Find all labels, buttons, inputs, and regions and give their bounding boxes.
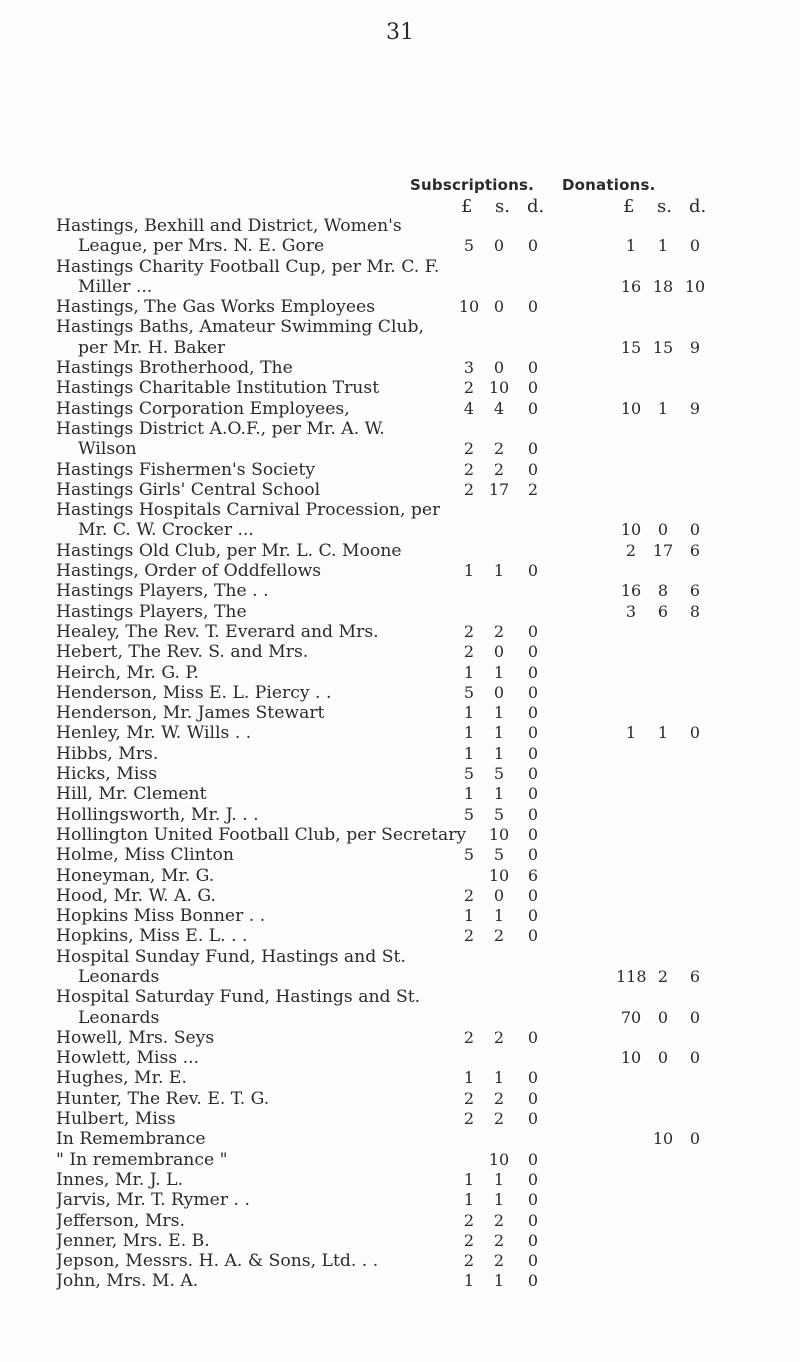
list-item <box>56 1190 786 1210</box>
subscriber-name: League, per Mrs. N. E. Gore <box>78 236 325 257</box>
subscriber-name: Wilson <box>78 439 137 460</box>
subscription-pounds: 1 <box>463 743 475 763</box>
subscription-pence: 0 <box>527 784 539 804</box>
donation-pence: 9 <box>689 398 701 418</box>
donation-shillings: 15 <box>652 337 674 357</box>
donation-pounds: 10 <box>620 520 642 540</box>
subscription-shillings: 2 <box>493 1109 505 1129</box>
subscription-pence: 0 <box>527 906 539 926</box>
subscription-pence: 0 <box>527 682 539 702</box>
subscription-shillings: 2 <box>493 439 505 459</box>
list-item <box>56 987 786 1007</box>
subscription-shillings: 1 <box>493 723 505 743</box>
list-item <box>56 1109 786 1129</box>
subscription-shillings: 1 <box>493 1271 505 1291</box>
subscription-shillings: 2 <box>493 1230 505 1250</box>
subscriber-name: Hastings Girls' Central School <box>56 479 321 500</box>
subscriber-name: Hood, Mr. W. A. G. <box>56 885 216 906</box>
donation-pence: 0 <box>689 1007 701 1027</box>
subscription-pounds: 2 <box>463 479 475 499</box>
donation-pence: 8 <box>689 601 701 621</box>
subscription-pounds: 1 <box>463 662 475 682</box>
subscription-pence: 0 <box>527 764 539 784</box>
subscription-pence: 0 <box>527 561 539 581</box>
list-item <box>56 358 786 378</box>
subscriber-name: Hastings Charity Football Cup, per Mr. C. F. <box>56 256 440 277</box>
subscription-pence: 0 <box>527 885 539 905</box>
pound-unit: £ <box>461 196 473 217</box>
subscription-pounds: 10 <box>458 297 480 317</box>
donation-shillings: 1 <box>657 398 669 418</box>
list-item <box>56 886 786 906</box>
subscription-pence: 0 <box>527 662 539 682</box>
subscription-shillings: 2 <box>493 926 505 946</box>
subscription-shillings: 2 <box>493 1027 505 1047</box>
subscriber-name: Healey, The Rev. T. Everard and Mrs. <box>56 621 379 642</box>
donation-shillings: 6 <box>657 601 669 621</box>
subscription-pounds: 2 <box>463 1251 475 1271</box>
donation-pence: 6 <box>689 540 701 560</box>
list-item <box>56 1089 786 1109</box>
subscription-pence: 0 <box>527 1027 539 1047</box>
subscription-shillings: 10 <box>488 865 510 885</box>
list-item <box>56 317 786 337</box>
donation-pounds: 1 <box>625 236 637 256</box>
subscriber-name: Hibbs, Mrs. <box>56 743 159 764</box>
donation-pence: 0 <box>689 520 701 540</box>
list-item <box>56 1251 786 1271</box>
subscription-pence: 0 <box>527 236 539 256</box>
list-item <box>56 622 786 642</box>
list-item <box>56 236 786 256</box>
donation-pounds: 70 <box>620 1007 642 1027</box>
subscription-shillings: 1 <box>493 1169 505 1189</box>
list-item <box>56 277 786 297</box>
list-item <box>56 399 786 419</box>
list-item <box>56 257 786 277</box>
donation-pence: 0 <box>689 1048 701 1068</box>
subscription-pounds: 1 <box>463 561 475 581</box>
subscription-pence: 0 <box>527 824 539 844</box>
donation-shillings: 2 <box>657 966 669 986</box>
subscription-shillings: 1 <box>493 1190 505 1210</box>
subscription-pence: 0 <box>527 1169 539 1189</box>
subscriber-name: Mr. C. W. Crocker ... <box>78 520 254 541</box>
subscription-pounds: 1 <box>463 906 475 926</box>
subscription-shillings: 0 <box>493 236 505 256</box>
subscriber-name: Heirch, Mr. G. P. <box>56 662 199 683</box>
subscription-pounds: 2 <box>463 621 475 641</box>
list-item <box>56 947 786 967</box>
subscriber-name: Jefferson, Mrs. <box>56 1210 185 1231</box>
list-item <box>56 1231 786 1251</box>
subscriber-name: Jenner, Mrs. E. B. <box>56 1230 210 1251</box>
subscriber-name: Henderson, Miss E. L. Piercy . . <box>56 682 332 703</box>
subscription-pence: 0 <box>527 358 539 378</box>
subscription-pence: 0 <box>527 926 539 946</box>
subscription-pounds: 1 <box>463 1190 475 1210</box>
subscription-pounds: 1 <box>463 1068 475 1088</box>
subscription-shillings: 10 <box>488 378 510 398</box>
subscriber-name: Howlett, Miss ... <box>56 1048 200 1069</box>
list-item <box>56 520 786 540</box>
list-item <box>56 338 786 358</box>
donations-header: Donations. <box>562 176 656 194</box>
subscriptions-header: Subscriptions. <box>410 176 535 194</box>
shilling-unit: s. <box>657 196 672 217</box>
list-item <box>56 703 786 723</box>
subscription-pence: 0 <box>527 439 539 459</box>
subscriber-name: Hastings, Order of Oddfellows <box>56 561 322 582</box>
subscription-shillings: 1 <box>493 703 505 723</box>
subscriber-name: Henley, Mr. W. Wills . . <box>56 723 252 744</box>
list-item <box>56 561 786 581</box>
subscriber-name: Hastings Old Club, per Mr. L. C. Moone <box>56 540 402 561</box>
list-item <box>56 439 786 459</box>
donation-shillings: 8 <box>657 581 669 601</box>
subscription-pence: 0 <box>527 845 539 865</box>
subscriber-name: Hollingsworth, Mr. J. . . <box>56 804 259 825</box>
subscription-shillings: 0 <box>493 885 505 905</box>
subscription-pence: 0 <box>527 804 539 824</box>
subscriber-name: Hastings, Bexhill and District, Women's <box>56 216 402 236</box>
subscription-shillings: 0 <box>493 297 505 317</box>
donation-pounds: 2 <box>625 540 637 560</box>
donation-shillings: 17 <box>652 540 674 560</box>
list-item <box>56 866 786 886</box>
subscription-pounds: 2 <box>463 459 475 479</box>
subscription-pence: 0 <box>527 398 539 418</box>
subscription-shillings: 5 <box>493 845 505 865</box>
list-item <box>56 744 786 764</box>
subscription-pence: 0 <box>527 723 539 743</box>
donation-shillings: 0 <box>657 520 669 540</box>
list-item <box>56 967 786 987</box>
subscriber-name: Henderson, Mr. James Stewart <box>56 703 325 724</box>
list-item <box>56 764 786 784</box>
donation-pence: 10 <box>684 276 706 296</box>
subscription-pounds: 5 <box>463 845 475 865</box>
subscription-shillings: 1 <box>493 662 505 682</box>
subscriber-name: Innes, Mr. J. L. <box>56 1169 184 1190</box>
subscription-shillings: 2 <box>493 621 505 641</box>
list-item <box>56 460 786 480</box>
subscription-pence: 0 <box>527 297 539 317</box>
subscriber-name: Howell, Mrs. Seys <box>56 1027 215 1048</box>
subscriber-name: Hill, Mr. Clement <box>56 784 207 805</box>
list-item <box>56 926 786 946</box>
donation-pounds: 1 <box>625 723 637 743</box>
page-number: 31 <box>386 20 414 45</box>
subscription-pounds: 5 <box>463 804 475 824</box>
donation-pence: 6 <box>689 581 701 601</box>
donation-pounds: 16 <box>620 581 642 601</box>
subscriber-name: Hastings Corporation Employees, <box>56 398 350 419</box>
subscription-shillings: 2 <box>493 459 505 479</box>
list-item <box>56 297 786 317</box>
subscription-shillings: 1 <box>493 906 505 926</box>
subscriber-name: Hughes, Mr. E. <box>56 1068 187 1089</box>
list-item <box>56 683 786 703</box>
subscriber-name: Miller ... <box>78 276 153 297</box>
donation-shillings: 1 <box>657 236 669 256</box>
list-item <box>56 805 786 825</box>
subscriber-name: John, Mrs. M. A. <box>56 1271 199 1292</box>
subscription-pounds: 1 <box>463 1169 475 1189</box>
donation-pounds: 10 <box>620 398 642 418</box>
subscription-pence: 0 <box>527 1251 539 1271</box>
list-item <box>56 1008 786 1028</box>
subscriber-name: Hastings District A.O.F., per Mr. A. W. <box>56 418 385 439</box>
subscriber-name: Leonards <box>78 1007 160 1028</box>
subscription-shillings: 0 <box>493 642 505 662</box>
subscription-shillings: 0 <box>493 682 505 702</box>
subscription-shillings: 1 <box>493 743 505 763</box>
subscription-pence: 0 <box>527 1088 539 1108</box>
subscription-pence: 0 <box>527 621 539 641</box>
shilling-unit: s. <box>495 196 510 217</box>
subscription-pounds: 1 <box>463 723 475 743</box>
subscription-shillings: 0 <box>493 358 505 378</box>
list-item <box>56 1048 786 1068</box>
subscriber-name: Hastings, The Gas Works Employees <box>56 297 376 318</box>
subscription-pence: 0 <box>527 1230 539 1250</box>
list-item <box>56 1271 786 1291</box>
subscription-shillings: 1 <box>493 561 505 581</box>
subscription-pounds: 2 <box>463 439 475 459</box>
subscriber-name: Hastings Hospitals Carnival Procession, per <box>56 500 441 521</box>
subscriber-name: Hastings Charitable Institution Trust <box>56 378 380 399</box>
subscription-pounds: 1 <box>463 703 475 723</box>
donation-pence: 0 <box>689 236 701 256</box>
subscription-shillings: 2 <box>493 1210 505 1230</box>
list-item <box>56 723 786 743</box>
subscription-pounds: 2 <box>463 378 475 398</box>
list-item <box>56 845 786 865</box>
subscription-pounds: 2 <box>463 1210 475 1230</box>
subscription-pence: 6 <box>527 865 539 885</box>
subscription-pence: 0 <box>527 378 539 398</box>
list-item <box>56 784 786 804</box>
subscriber-name: Hospital Sunday Fund, Hastings and St. <box>56 946 406 967</box>
subscriber-name: Hopkins, Miss E. L. . . <box>56 926 248 947</box>
subscription-pounds: 2 <box>463 1027 475 1047</box>
donation-pounds: 10 <box>620 1048 642 1068</box>
list-item <box>56 1129 786 1149</box>
subscription-pounds: 1 <box>463 1271 475 1291</box>
list-item <box>56 602 786 622</box>
pence-unit: d. <box>689 196 707 217</box>
donation-pounds: 118 <box>616 966 647 986</box>
donation-pence: 0 <box>689 1129 701 1149</box>
subscription-pence: 0 <box>527 1068 539 1088</box>
subscriber-name: Hastings Fishermen's Society <box>56 459 316 480</box>
subscriber-name: Hunter, The Rev. E. T. G. <box>56 1088 270 1109</box>
subscription-pence: 0 <box>527 459 539 479</box>
list-item <box>56 906 786 926</box>
subscription-pence: 0 <box>527 1149 539 1169</box>
subscriber-name: Hopkins Miss Bonner . . <box>56 906 266 927</box>
list-item <box>56 825 786 845</box>
list-item <box>56 1028 786 1048</box>
subscription-pounds: 1 <box>463 784 475 804</box>
donation-shillings: 10 <box>652 1129 674 1149</box>
subscriber-name: Hebert, The Rev. S. and Mrs. <box>56 642 309 663</box>
subscription-pence: 0 <box>527 1210 539 1230</box>
subscriber-name: " In remembrance " <box>56 1149 228 1170</box>
subscriber-name: Honeyman, Mr. G. <box>56 865 215 886</box>
pound-unit: £ <box>623 196 635 217</box>
subscription-list <box>56 216 786 1292</box>
subscriber-name: per Mr. H. Baker <box>78 337 226 358</box>
list-item <box>56 1211 786 1231</box>
list-item <box>56 480 786 500</box>
subscription-shillings: 10 <box>488 824 510 844</box>
list-item <box>56 663 786 683</box>
subscription-shillings: 5 <box>493 764 505 784</box>
subscription-shillings: 17 <box>488 479 510 499</box>
list-item <box>56 581 786 601</box>
subscription-pence: 0 <box>527 703 539 723</box>
subscription-shillings: 2 <box>493 1088 505 1108</box>
list-item <box>56 642 786 662</box>
subscription-pence: 0 <box>527 743 539 763</box>
subscription-shillings: 4 <box>493 398 505 418</box>
subscription-pounds: 2 <box>463 1230 475 1250</box>
subscription-pounds: 5 <box>463 236 475 256</box>
subscription-pounds: 4 <box>463 398 475 418</box>
list-item <box>56 500 786 520</box>
subscription-shillings: 1 <box>493 1068 505 1088</box>
subscriber-name: Hastings Brotherhood, The <box>56 358 293 379</box>
subscription-pence: 0 <box>527 1109 539 1129</box>
pence-unit: d. <box>527 196 545 217</box>
list-item <box>56 1170 786 1190</box>
list-item <box>56 419 786 439</box>
donation-pence: 6 <box>689 966 701 986</box>
donation-pounds: 3 <box>625 601 637 621</box>
subscriber-name: Hastings Baths, Amateur Swimming Club, <box>56 317 424 338</box>
subscription-pounds: 2 <box>463 1109 475 1129</box>
subscriber-name: Hulbert, Miss <box>56 1109 176 1130</box>
donation-pence: 9 <box>689 337 701 357</box>
subscriber-name: Jepson, Messrs. H. A. & Sons, Ltd. . . <box>56 1251 379 1272</box>
subscriber-name: Hospital Saturday Fund, Hastings and St. <box>56 987 421 1008</box>
list-item <box>56 1068 786 1088</box>
list-item <box>56 378 786 398</box>
subscription-pounds: 2 <box>463 642 475 662</box>
subscription-pence: 0 <box>527 642 539 662</box>
subscription-pounds: 3 <box>463 358 475 378</box>
donation-pounds: 16 <box>620 276 642 296</box>
subscription-pounds: 2 <box>463 1088 475 1108</box>
subscription-pence: 2 <box>527 479 539 499</box>
donation-pounds: 15 <box>620 337 642 357</box>
subscription-shillings: 5 <box>493 804 505 824</box>
subscriber-name: Hastings Players, The <box>56 601 247 622</box>
subscription-pence: 0 <box>527 1190 539 1210</box>
subscription-pounds: 5 <box>463 764 475 784</box>
subscriber-name: Jarvis, Mr. T. Rymer . . <box>56 1190 250 1211</box>
subscription-shillings: 10 <box>488 1149 510 1169</box>
subscriber-name: Leonards <box>78 966 160 987</box>
subscription-shillings: 2 <box>493 1251 505 1271</box>
donation-shillings: 1 <box>657 723 669 743</box>
subscription-pounds: 2 <box>463 885 475 905</box>
list-item <box>56 1150 786 1170</box>
donation-pence: 0 <box>689 723 701 743</box>
subscriber-name: Hastings Players, The . . <box>56 581 269 602</box>
subscription-pounds: 5 <box>463 682 475 702</box>
subscriber-name: Hicks, Miss <box>56 764 158 785</box>
list-item <box>56 541 786 561</box>
donation-shillings: 18 <box>652 276 674 296</box>
subscription-pence: 0 <box>527 1271 539 1291</box>
donation-shillings: 0 <box>657 1048 669 1068</box>
subscriber-name: In Remembrance <box>56 1129 206 1150</box>
subscriber-name: Holme, Miss Clinton <box>56 845 234 866</box>
subscriber-name: Hollington United Football Club, per Secretary <box>56 824 467 845</box>
donation-shillings: 0 <box>657 1007 669 1027</box>
subscription-shillings: 1 <box>493 784 505 804</box>
subscription-pounds: 2 <box>463 926 475 946</box>
list-item <box>56 216 786 236</box>
